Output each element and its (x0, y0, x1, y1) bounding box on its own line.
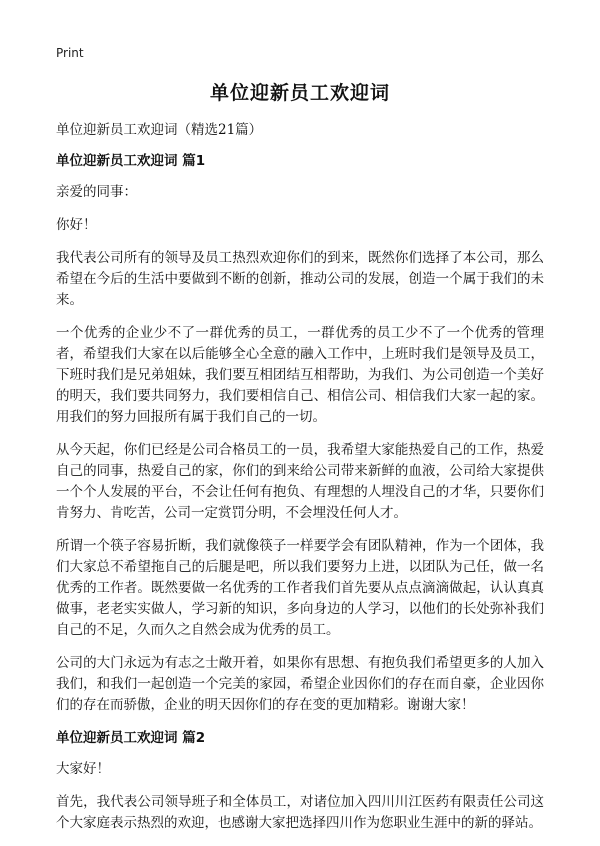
document-subtitle: 单位迎新员工欢迎词（精选21篇） (56, 122, 263, 138)
section1-paragraph-1: 我代表公司所有的领导及员工热烈欢迎你们的到来，既然你们选择了本公司，那么希望在今后的生活中要做到不断的创新，推动公司的发展，创造一个属于我们的未来。 (56, 250, 544, 308)
section1-paragraph-2: 一个优秀的企业少不了一群优秀的员工，一群优秀的员工少不了一个优秀的管理者，希望我们大家在以后能够全心全意的融入工作中，上班时我们是领导及员工，下班时我们是兄弟姐妹，我们要互相团结互相帮助，为我们、为公司创造一个美好的明天，我们要共同努力，我们要相信自己、相信公司、相信我们大家一起的家。用我们的努力回报所有属于我们自己的一切。 (56, 325, 544, 425)
section1-paragraph-5: 公司的大门永远为有志之士敞开着，如果你有思想、有抱负我们希望更多的人加入我们，和我们一起创造一个完美的家园，希望企业因你们的存在而自豪，企业因你们的存在而骄傲，企业的明天因你们的存在变的更加精彩。谢谢大家！ (56, 655, 544, 713)
section1-hello: 你好！ (56, 217, 97, 233)
section-heading-1: 单位迎新员工欢迎词 篇1 (56, 153, 206, 169)
section-heading-2: 单位迎新员工欢迎词 篇2 (56, 730, 206, 746)
section2-greeting: 大家好！ (56, 761, 110, 777)
print-label: Print (56, 46, 84, 60)
page-title: 单位迎新员工欢迎词 (209, 82, 390, 104)
section2-paragraph-1: 首先，我代表公司领导班子和全体员工，对诸位加入四川川江医药有限责任公司这个大家庭表示热烈的欢迎，也感谢大家把选择四川作为您职业生涯中的新的驿站。 (56, 794, 544, 831)
section1-paragraph-4: 所谓一个筷子容易折断，我们就像筷子一样要学会有团队精神，作为一个团体，我们大家总不希望拖自己的后腿是吧，所以我们要努力上进，以团队为己任，做一名优秀的工作者。既然要做一名优秀的工作者我们首先要从点点滴滴做起，认认真真做事，老老实实做人，学习新的知识，多向身边的人学习，以他们的长处弥补我们自己的不足，久而久之自然会成为优秀的员工。 (56, 538, 544, 638)
document-body (56, 120, 544, 846)
section1-paragraph-3: 从今天起，你们已经是公司合格员工的一员，我希望大家能热爱自己的工作，热爱自己的同事，热爱自己的家，你们的到来给公司带来新鲜的血液，公司给大家提供一个个人发展的平台，不会让任何有抱负、有理想的人埋没自己的才华，只要你们肯努力、肯吃苦，公司一定赏罚分明，不会埋没任何人才。 (56, 442, 544, 521)
section1-greeting: 亲爱的同事： (56, 184, 137, 200)
